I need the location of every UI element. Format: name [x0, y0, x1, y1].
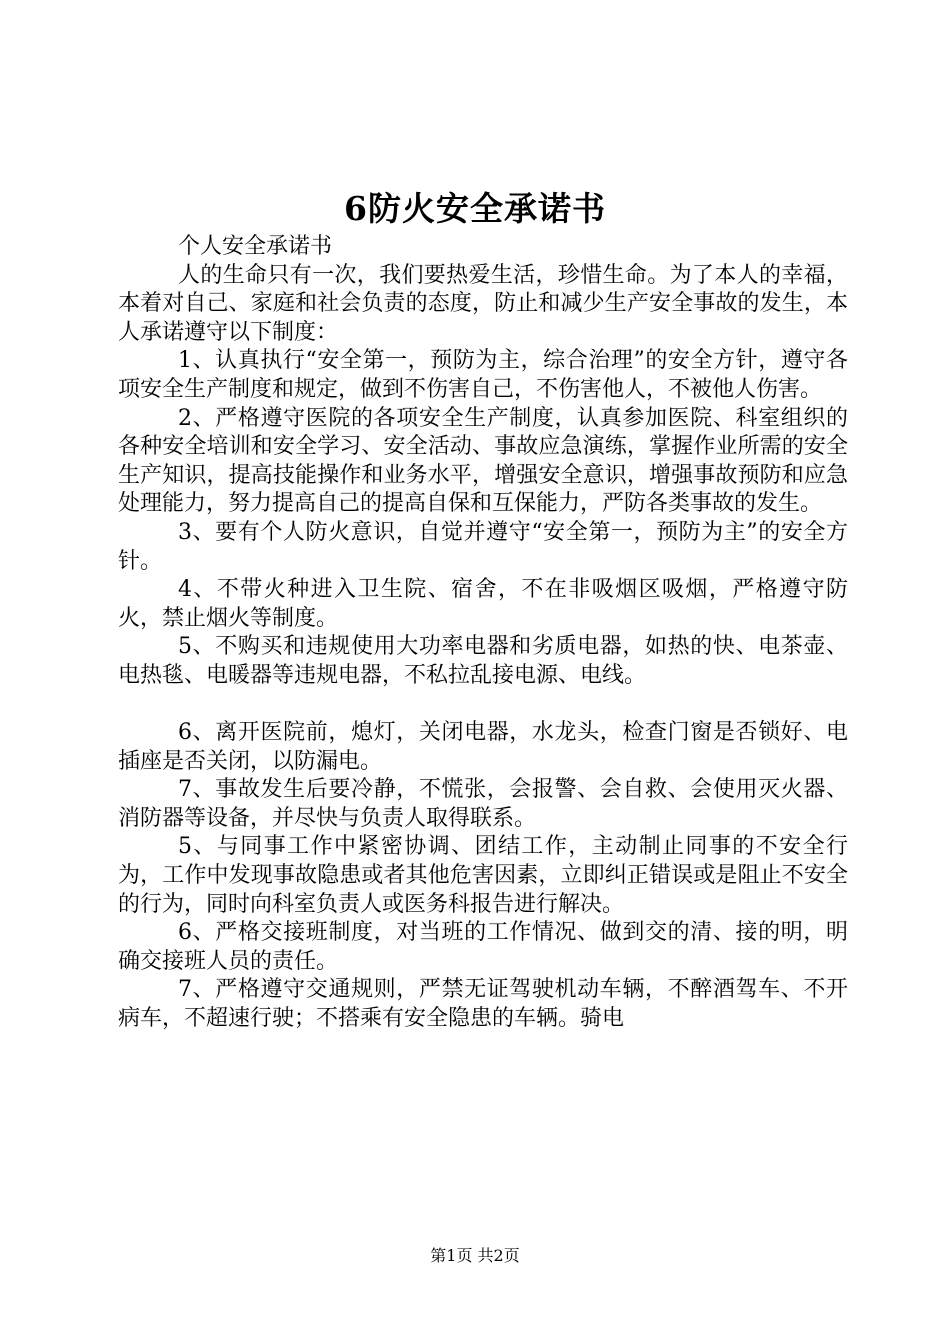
- paragraph-item-4: 4、不带火种进入卫生院、宿舍，不在非吸烟区吸烟，严格遵守防火，禁止烟火等制度。: [118, 577, 848, 631]
- document-body: [118, 233, 848, 1034]
- page-number: 第1页 共2页: [430, 1246, 520, 1265]
- paragraph-item-2: 2、严格遵守医院的各项安全生产制度，认真参加医院、科室组织的各种安全培训和安全学习、安全活动、事故应急演练，掌握作业所需的安全生产知识，提高技能操作和业务水平，增强安全意识，增强事故预防和应急处理能力，努力提高自己的提高自保和互保能力，严防各类事故的发生。: [118, 405, 848, 517]
- paragraph-item-5b: 5、与同事工作中紧密协调、团结工作，主动制止同事的不安全行为，工作中发现事故隐患或者其他危害因素，立即纠正错误或是阻止不安全的行为，同时向科室负责人或医务科报告进行解决。: [118, 834, 848, 917]
- paragraph-item-1: 1、认真执行“安全第一，预防为主，综合治理”的安全方针，遵守各项安全生产制度和规定，做到不伤害自己，不伤害他人，不被他人伤害。: [118, 348, 848, 402]
- paragraph-item-7b: 7、严格遵守交通规则，严禁无证驾驶机动车辆，不醉酒驾车、不开病车，不超速行驶；不搭乘有安全隐患的车辆。骑电: [118, 977, 848, 1032]
- subheading: 个人安全承诺书: [178, 234, 333, 259]
- blank-line: [118, 691, 848, 720]
- document-title: 6防火安全承诺书: [344, 189, 606, 228]
- paragraph-item-5: 5、不购买和违规使用大功率电器和劣质电器，如热的快、电茶壶、电热毯、电暖器等违规电器，不私拉乱接电源、电线。: [118, 634, 848, 688]
- paragraph-item-6b: 6、严格交接班制度，对当班的工作情况、做到交的清、接的明，明确交接班人员的责任。: [118, 920, 848, 974]
- paragraph-item-3: 3、要有个人防火意识，自觉并遵守“安全第一，预防为主”的安全方针。: [118, 519, 848, 574]
- paragraph-intro: 人的生命只有一次，我们要热爱生活，珍惜生命。为了本人的幸福，本着对自己、家庭和社会负责的态度，防止和减少生产安全事故的发生，本人承诺遵守以下制度：: [118, 262, 848, 345]
- paragraph-item-6: 6、离开医院前，熄灯，关闭电器，水龙头，检查门窗是否锁好、电插座是否关闭，以防漏电。: [118, 720, 848, 774]
- paragraph-item-7: 7、事故发生后要冷静，不慌张，会报警、会自救、会使用灭火器、消防器等设备，并尽快与负责人取得联系。: [118, 777, 848, 831]
